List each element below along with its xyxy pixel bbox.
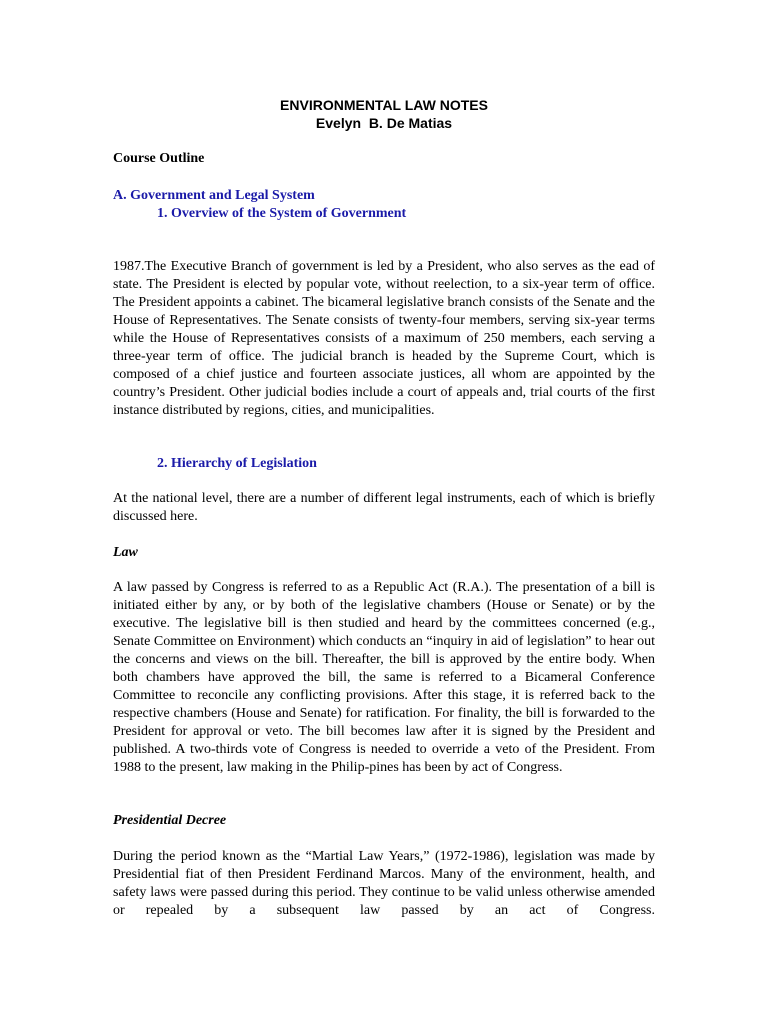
section-a2-heading: 2. Hierarchy of Legislation xyxy=(157,456,317,471)
subheading-law: Law xyxy=(113,545,138,560)
section-a1-heading: 1. Overview of the System of Government xyxy=(157,206,407,221)
document-author: Evelyn B. De Matias xyxy=(315,115,453,131)
paragraph-government: 1987.The Executive Branch of government is led by a President, who also serves as the ead of state. The President is elected by popular vote, without reelection, to a six-year term of office. The President appoints a cabinet. The bicameral legislative branch consists of the Senate and the House of Representatives. The Senate consists of twenty-four members, serving six-year terms while the House of Representatives consists of a maximum of 250 members, each serving a three-year term of office. The judicial branch is headed by the Supreme Court, which is composed of a chief justice and fourteen associate justices, all whom are appointed by the country’s President. Other judicial bodies include a court of appeals and, trial courts of the first instance distributed by regions, cities, and municipalities. xyxy=(113,259,655,418)
paragraph-hierarchy: At the national level, there are a number of different legal instruments, each of which is briefly discussed here. xyxy=(113,491,655,524)
subheading-presidential-decree: Presidential Decree xyxy=(113,813,227,828)
section-a-heading: A. Government and Legal System xyxy=(113,188,315,203)
course-outline-heading: Course Outline xyxy=(113,151,205,166)
paragraph-decree: During the period known as the “Martial Law Years,” (1972-1986), legislation was made by Presidential fiat of then President Ferdinand Marcos. Many of the environment, health, and safety laws were passed during this period. They continue to be valid unless otherwise amended or repealed by a subsequent law passed by an act of Congress. xyxy=(113,849,655,918)
paragraph-law: A law passed by Congress is referred to as a Republic Act (R.A.). The presentation of a bill is initiated either by any, or by both of the legislative chambers (House or Senate) or by the executive. The legislative bill is then studied and heard by the committees concerned (e.g., Senate Committee on Environment) which conducts an “inquiry in aid of legislation” to hear out the concerns and views on the bill. Thereafter, the bill is approved by the entire body. When both chambers have approved the bill, the same is referred to a Bicameral Conference Committee to reconcile any conflicting provisions. After this stage, it is referred back to the respective chambers (House and Senate) for ratification. For finality, the bill is forwarded to the President for approval or veto. The bill becomes law after it is signed by the President and published. A two-thirds vote of Congress is needed to override a veto of the President. From 1988 to the present, law making in the Philip-pines has been by act of Congress. xyxy=(113,580,655,775)
document-title: ENVIRONMENTAL LAW NOTES xyxy=(280,97,488,113)
